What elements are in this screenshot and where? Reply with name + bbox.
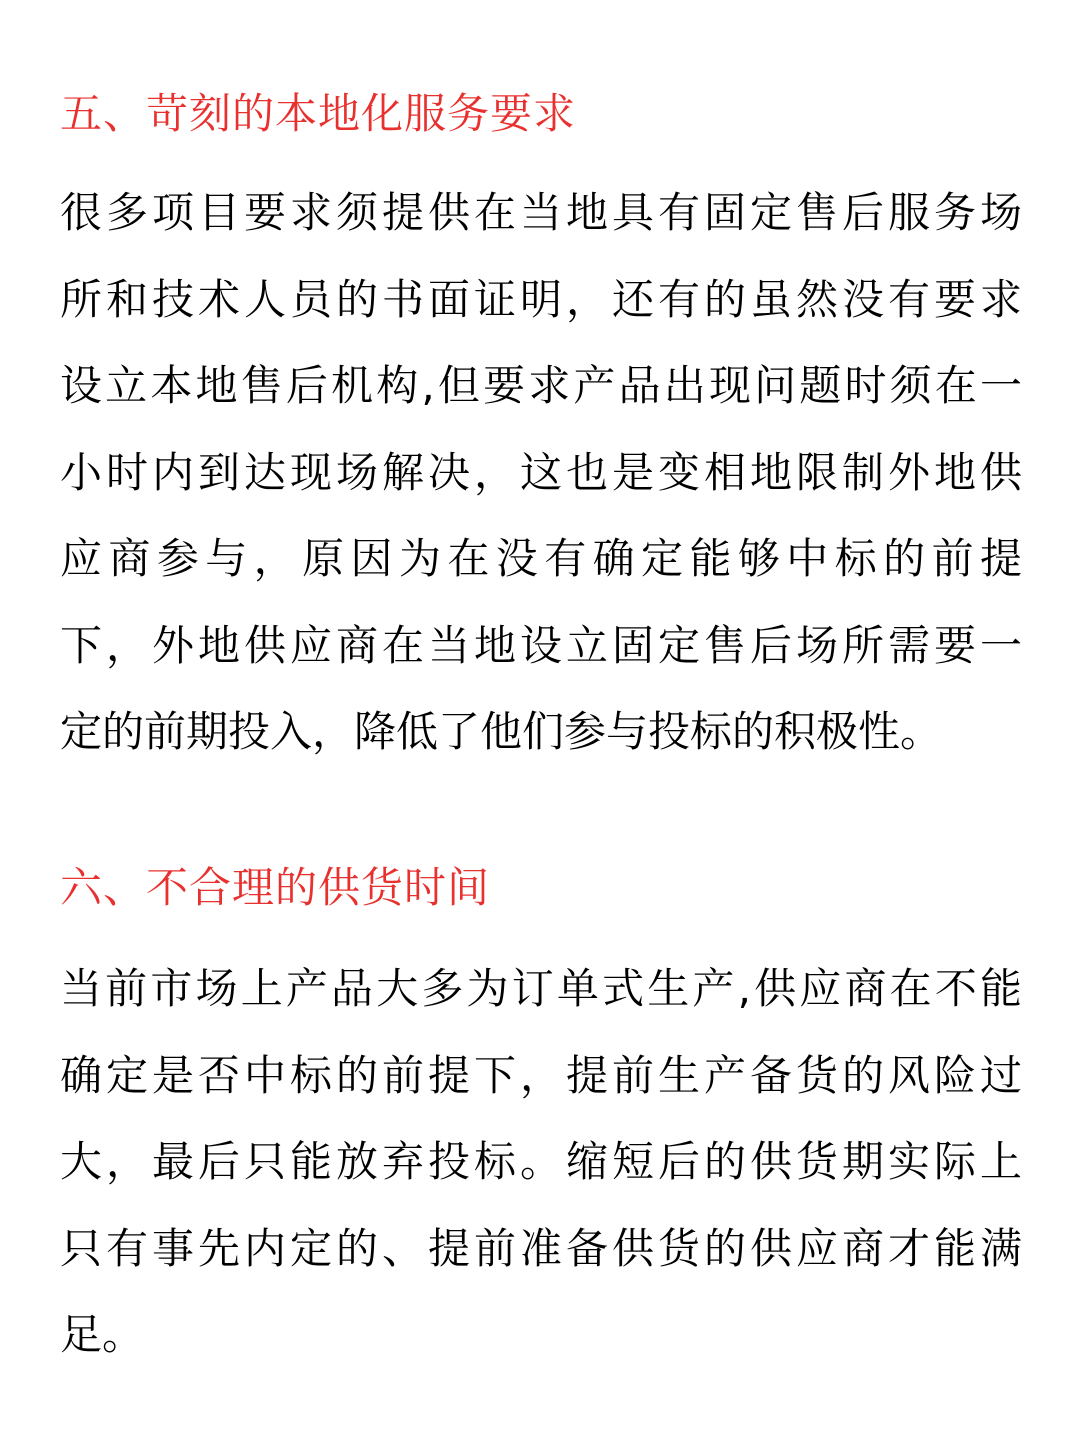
body-line: 应商参与，原因为在没有确定能够中标的前提 [60, 534, 1022, 583]
body-line: 只有事先内定的、提前准备供货的供应商才能满 [60, 1223, 1022, 1273]
body-line: 设立本地售后机构,但要求产品出现问题时须在一 [60, 361, 1022, 410]
body-line: 当前市场上产品大多为订单式生产,供应商在不能 [60, 964, 1022, 1013]
body-line: 定的前期投入，降低了他们参与投标的积极性。 [60, 707, 943, 756]
section-heading: 五、苛刻的本地化服务要求 [60, 89, 577, 138]
body-line: 确定是否中标的前提下，提前生产备货的风险过 [60, 1050, 1022, 1100]
body-line: 下，外地供应商在当地设立固定售后场所需要一 [60, 620, 1022, 670]
body-line: 所和技术人员的书面证明，还有的虽然没有要求 [60, 274, 1022, 324]
section-body [60, 946, 1022, 1379]
body-line: 大，最后只能放弃投标。缩短后的供货期实际上 [60, 1137, 1022, 1186]
body-line: 足。 [60, 1310, 145, 1359]
section-heading: 六、不合理的供货时间 [60, 863, 491, 912]
body-line: 小时内到达现场解决，这也是变相地限制外地供 [60, 447, 1022, 497]
body-line: 很多项目要求须提供在当地具有固定售后服务场 [60, 188, 1022, 237]
section-localized-service [60, 84, 1022, 776]
section-body [60, 170, 1022, 776]
section-delivery-time [60, 858, 1022, 1379]
